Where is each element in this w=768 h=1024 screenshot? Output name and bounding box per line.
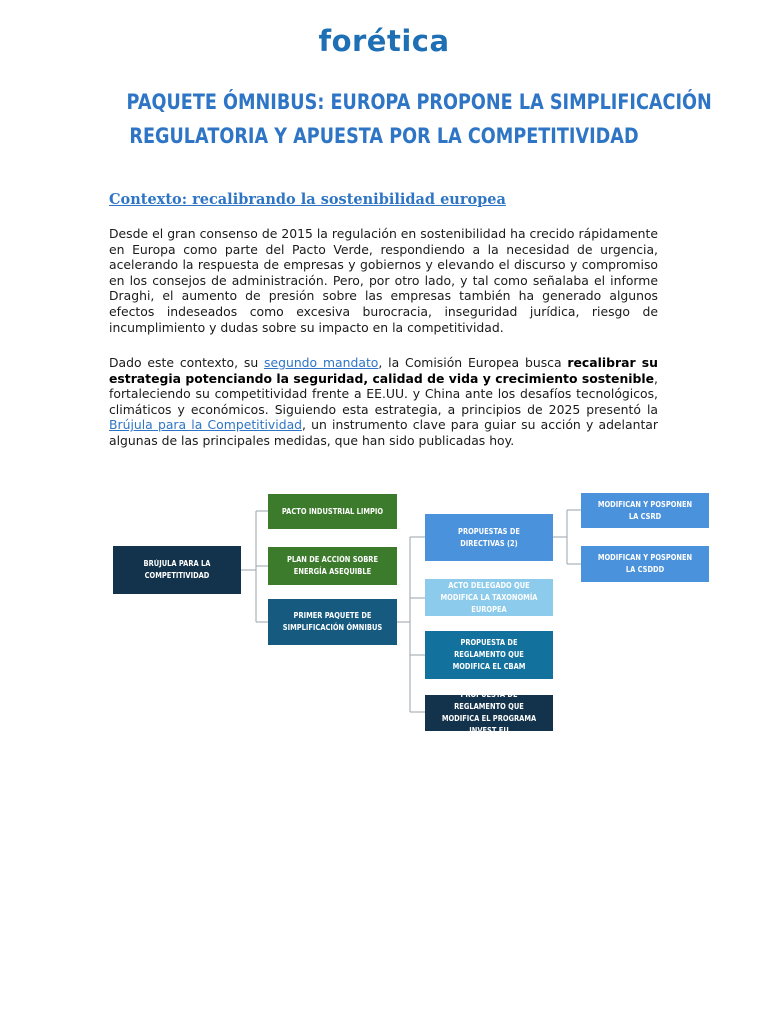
- paragraph-context: Desde el gran consenso de 2015 la regulación en sostenibilidad ha crecido rápidamente en Europa como parte del Pacto Verde, respondiendo a la necesidad de urgencia, acelerando la respuesta de empresas y gobiernos y elevando el discurso y compromiso en los consejos de administración. Pero, por otro lado, y tal como señalaba el informe Draghi, el aumento de presión sobre las empresas también ha generado algunos efectos indeseados como excesiva burocracia, inseguridad jurídica, riesgo de incumplimiento y dudas sobre su impacto en la competitividad.: [109, 226, 658, 335]
- paragraph-text: , la Comisión Europea busca: [378, 355, 568, 370]
- node-csddd: MODIFICAN Y POSPONEN LA CSDDD: [581, 546, 709, 582]
- foretica-logo: forética: [318, 24, 450, 58]
- paragraph-strategy: [109, 355, 658, 449]
- segundo-mandato-link[interactable]: segundo mandato: [264, 355, 379, 370]
- node-paquete-omnibus: PRIMER PAQUETE DE SIMPLIFICACIÓN ÓMNIBUS: [268, 599, 397, 645]
- section-heading[interactable]: Contexto: recalibrando la sostenibilidad europea: [109, 191, 506, 208]
- paragraph-text: , fortaleciendo su competitividad frente a EE.UU. y China ante los desafíos tecnológicos, climáticos y económicos. Siguiendo esta estrategia, a principios de 2025 presentó la: [109, 370, 658, 417]
- page-title: [126, 86, 712, 154]
- paragraph-text: Dado este contexto, su: [109, 355, 265, 370]
- node-plan-energia-asequible: PLAN DE ACCIÓN SOBRE ENERGÍA ASEQUIBLE: [268, 547, 397, 585]
- node-brujula-competitividad: BRÚJULA PARA LA COMPETITIVIDAD: [113, 546, 241, 594]
- paragraph-text: , un instrumento clave para guiar su acción y adelantar algunas de las principales medidas, que han sido publicadas hoy.: [109, 417, 658, 448]
- paragraph-bold-text: recalibrar su estrategia potenciando la seguridad, calidad de vida y crecimiento sostenible: [109, 355, 658, 386]
- node-acto-delegado-taxonomia: ACTO DELEGADO QUE MODIFICA LA TAXONOMÍA EUROPEA: [425, 579, 553, 616]
- brujula-link[interactable]: Brújula para la Competitividad: [109, 417, 303, 433]
- node-propuestas-directivas: PROPUESTAS DE DIRECTIVAS (2): [425, 514, 553, 561]
- node-reglamento-cbam: PROPUESTA DE REGLAMENTO QUE MODIFICA EL CBAM: [425, 631, 553, 679]
- node-pacto-industrial-limpio: PACTO INDUSTRIAL LIMPIO: [268, 494, 397, 529]
- title-line-1: PAQUETE ÓMNIBUS: EUROPA PROPONE LA SIMPLIFICACIÓN: [126, 90, 712, 115]
- title-line-2: REGULATORIA Y APUESTA POR LA COMPETITIVIDAD: [129, 124, 639, 149]
- node-reglamento-invest-eu: PROPUESTA DE REGLAMENTO QUE MODIFICA EL PROGRAMA INVEST EU: [425, 695, 553, 731]
- node-csrd: MODIFICAN Y POSPONEN LA CSRD: [581, 493, 709, 528]
